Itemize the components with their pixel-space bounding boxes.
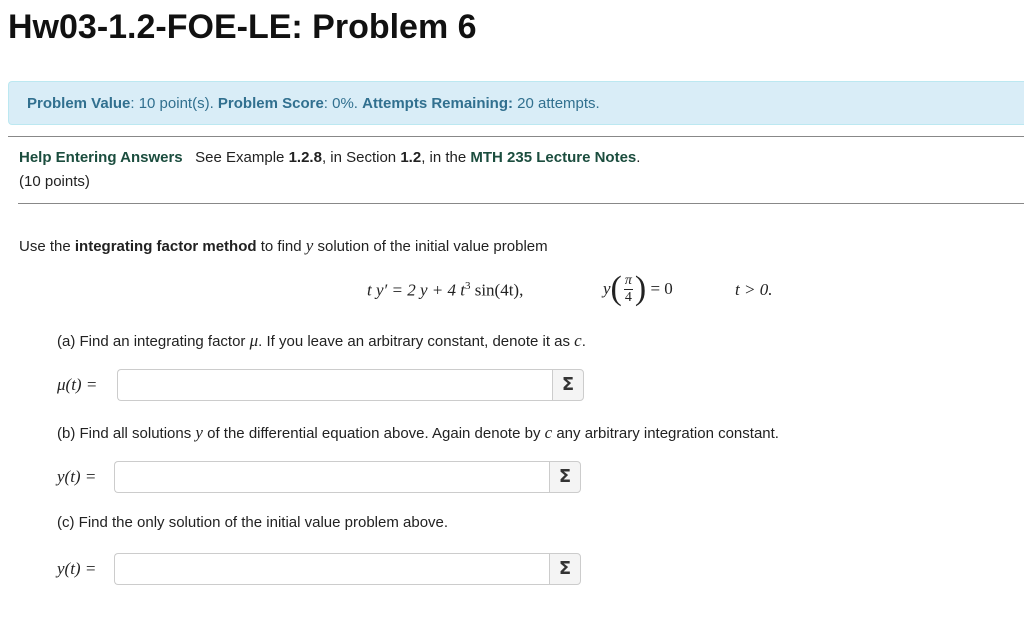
equation-main — [367, 280, 523, 301]
part-b-text2: of the differential equation above. Again denote by — [207, 425, 541, 442]
answer-a-label-text: μ(t) = — [57, 375, 98, 394]
condition-text: t > 0. — [735, 280, 773, 299]
part-a-prompt — [57, 331, 586, 351]
answer-c-input[interactable] — [114, 553, 549, 585]
problem-score-label: Problem Score — [217, 95, 324, 112]
attempts-text: 20 attempts. — [517, 95, 600, 112]
in-section-text: , in Section — [321, 149, 397, 166]
part-b-prompt — [57, 423, 779, 443]
problem-score-text: : 0%. — [323, 95, 358, 112]
part-b-y: y — [195, 423, 203, 442]
answer-c-label — [57, 559, 96, 579]
answer-a-label — [57, 375, 97, 395]
equation-rhs: sin(4t), — [470, 280, 524, 300]
part-a-text2: . If you leave an arbitrary constant, denote it as — [258, 333, 570, 350]
equation-editor-a-button[interactable]: Σ — [552, 369, 584, 401]
ic-denominator: 4 — [624, 289, 632, 305]
ic-numerator: π — [624, 272, 632, 288]
equation-editor-c-button[interactable]: Σ — [549, 553, 581, 585]
answer-b-label-text: y(t) = — [57, 467, 97, 486]
section-number: 1.2 — [400, 149, 422, 166]
part-a-mu: μ — [249, 331, 259, 350]
answer-b-label — [57, 467, 96, 487]
divider-top — [8, 136, 1024, 137]
answer-a-input[interactable] — [117, 369, 552, 401]
period-text: . — [636, 149, 641, 166]
part-a-c: c — [574, 331, 582, 350]
intro-method: integrating factor method — [74, 238, 257, 255]
answer-c-label-text: y(t) = — [57, 559, 97, 578]
equation-condition — [735, 280, 772, 300]
part-b-text3: any arbitrary integration constant. — [556, 425, 779, 442]
problem-info-box — [8, 81, 1024, 125]
see-example-text: See Example — [195, 149, 285, 166]
problem-value-text: : 10 point(s). — [130, 95, 214, 112]
equation-editor-b-button[interactable]: Σ — [549, 461, 581, 493]
part-a-end: . — [581, 333, 586, 350]
differential-equation — [367, 270, 807, 316]
equation-exponent: 3 — [464, 280, 471, 292]
part-a-text: (a) Find an integrating factor — [57, 333, 246, 350]
ic-fraction — [624, 273, 633, 306]
ic-var: y — [603, 279, 611, 298]
intro-var: y — [305, 236, 314, 255]
part-b-text: (b) Find all solutions — [57, 425, 192, 442]
equation-lhs: t y′ = 2 y + 4 t — [367, 280, 465, 300]
intro-pre: Use the — [19, 238, 71, 255]
initial-condition: y( $\frac{\pi}{4}$ ) = 0 — [603, 270, 673, 307]
problem-intro — [19, 236, 548, 256]
part-c-prompt: (c) Find the only solution of the initial value problem above. — [57, 514, 449, 531]
problem-value-label: Problem Value — [27, 95, 131, 112]
points-text: (10 points) — [19, 173, 90, 190]
attempts-label: Attempts Remaining: — [362, 95, 513, 112]
in-the-text: , in the — [421, 149, 467, 166]
example-number: 1.2.8 — [288, 149, 322, 166]
lecture-notes-link[interactable]: MTH 235 Lecture Notes — [470, 149, 637, 166]
help-entering-answers-link[interactable]: Help Entering Answers — [19, 149, 183, 166]
divider-bottom — [18, 203, 1024, 204]
intro-mid: to find — [260, 238, 302, 255]
help-line — [19, 149, 640, 166]
intro-post: solution of the initial value problem — [317, 238, 548, 255]
part-b-c: c — [544, 423, 553, 442]
answer-b-input[interactable] — [114, 461, 549, 493]
page-title: Hw03-1.2-FOE-LE: Problem 6 — [8, 8, 477, 46]
ic-value: = 0 — [650, 279, 673, 298]
